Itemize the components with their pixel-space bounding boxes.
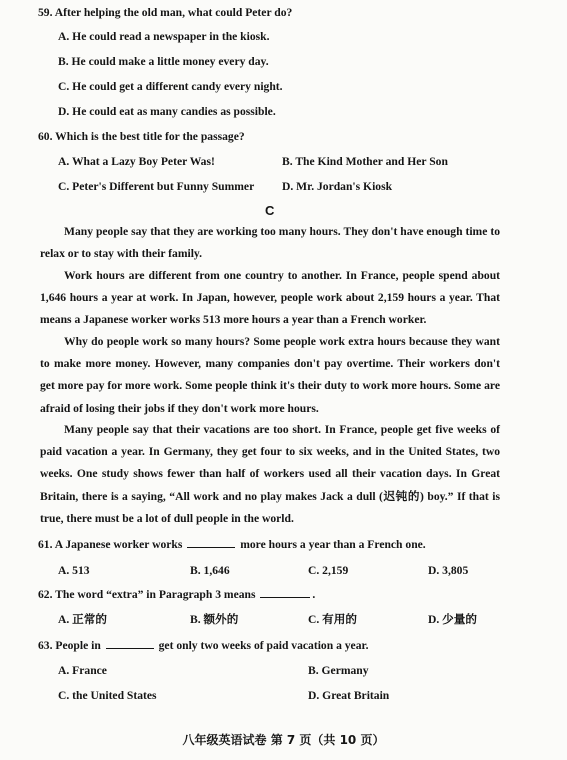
question-59-option-d: D. He could eat as many candies as possible.	[58, 105, 276, 118]
question-60-option-b: B. The Kind Mother and Her Son	[282, 155, 448, 168]
question-61-option-c: C. 2,159	[308, 564, 349, 577]
question-61-option-a: A. 513	[58, 564, 90, 577]
question-62-stem-pre: 62. The word “extra” in Paragraph 3 means	[38, 588, 256, 601]
question-59-option-b: B. He could make a little money every day.	[58, 55, 269, 68]
question-63-stem-post: get only two weeks of paid vacation a year.	[158, 639, 369, 652]
question-61-stem-post: more hours a year than a French one.	[240, 538, 426, 551]
passage-paragraph-1: Many people say that they are working too many hours. They don't have enough time to relax or to stay with their family.	[40, 225, 500, 261]
question-63-option-b: B. Germany	[308, 664, 369, 677]
question-63-option-c: C. the United States	[58, 689, 157, 702]
answer-blank	[187, 538, 235, 548]
answer-blank	[260, 588, 310, 598]
page-footer: 八年级英语试卷 第 7 页（共 10 页）	[182, 733, 385, 747]
question-63-stem-pre: 63. People in	[38, 639, 101, 652]
question-62-option-b: B. 额外的	[190, 613, 239, 626]
question-62-option-a: A. 正常的	[58, 613, 107, 626]
question-60-option-d: D. Mr. Jordan's Kiosk	[282, 180, 393, 193]
question-63-option-d: D. Great Britain	[308, 689, 390, 702]
question-59-stem: 59. After helping the old man, what could Peter do?	[38, 6, 293, 19]
section-label: C	[265, 203, 275, 218]
passage-paragraph-4: Many people say that their vacations are too short. In France, people get five weeks of paid vacation a year. In Germany, they get four to six weeks, and in the United States, two weeks. One study shows fewer than half of workers used all their vacation days. In Great Britain, there is a saying, “All work and no play makes Jack a dull (迟钝的) boy.” If that is true, there must be a lot of dull people in the world.	[40, 423, 500, 525]
question-62-option-c: C. 有用的	[308, 613, 357, 626]
question-62-stem	[38, 587, 315, 602]
question-59-option-c: C. He could get a different candy every night.	[58, 80, 283, 93]
question-62-option-d: D. 少量的	[428, 613, 477, 626]
question-63-stem	[38, 638, 368, 653]
question-63-option-a: A. France	[58, 664, 107, 677]
question-61-option-b: B. 1,646	[190, 564, 230, 577]
question-62-stem-post: .	[312, 588, 316, 601]
answer-blank	[106, 639, 154, 649]
question-60-stem: 60. Which is the best title for the passage?	[38, 130, 245, 143]
passage-paragraph-2: Work hours are different from one country to another. In France, people spend about 1,646 hours a year at work. In Japan, however, people work about 2,159 hours a year. That means a Japanese worker works 513 more hours a year than a French worker.	[40, 269, 500, 327]
question-61-option-d: D. 3,805	[428, 564, 469, 577]
question-60-option-a: A. What a Lazy Boy Peter Was!	[58, 155, 215, 168]
question-60-option-c: C. Peter's Different but Funny Summer	[58, 180, 255, 193]
question-61-stem	[38, 537, 426, 552]
question-61-stem-pre: 61. A Japanese worker works	[38, 538, 183, 551]
passage-paragraph-3: Why do people work so many hours? Some people work extra hours because they want to make more money. However, many companies don't pay overtime. Their workers don't get more pay for more work. Some people think it's their duty to work more hours. Some are afraid of losing their jobs if they don't work more hours.	[40, 335, 500, 415]
question-59-option-a: A. He could read a newspaper in the kiosk.	[58, 30, 270, 43]
